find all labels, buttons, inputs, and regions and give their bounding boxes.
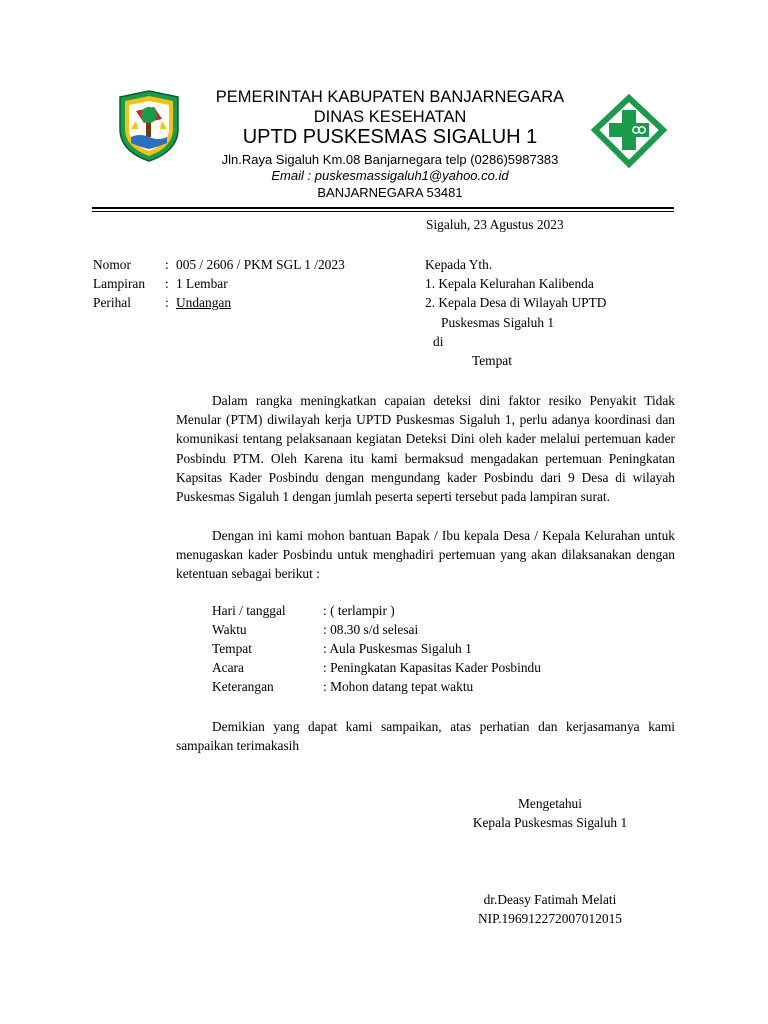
letterhead-department: DINAS KESEHATAN <box>313 108 467 126</box>
detail-label: Waktu <box>212 622 247 637</box>
letterhead-divider-thick <box>92 207 674 209</box>
letterhead-government: PEMERINTAH KABUPATEN BANJARNEGARA <box>215 88 565 106</box>
signature-nip: NIP.196912272007012015 <box>478 911 622 926</box>
recipient-di: di <box>433 334 444 349</box>
signature-name: dr.Deasy Fatimah Melati <box>483 892 617 907</box>
recipient-tempat: Tempat <box>472 353 512 368</box>
recipient-item-2: 2. Kepala Desa di Wilayah UPTD <box>425 295 607 310</box>
letterhead-city: BANJARNEGARA 53481 <box>317 185 463 200</box>
detail-label: Hari / tanggal <box>212 603 286 618</box>
detail-value: : Mohon datang tepat waktu <box>323 679 474 694</box>
detail-value: : Aula Puskesmas Sigaluh 1 <box>323 641 472 656</box>
recipient-item-1: 1. Kepala Kelurahan Kalibenda <box>425 276 594 291</box>
body-paragraph-1: Dalam rangka meningkatkan capaian deteksi dini faktor resiko Penyakit Tidak Menular (PTM) diwilayah kerja UPTD Puskesmas Sigaluh 1, perlu adanya koordinasi dan komunikasi tentang pelaksanaan kegiatan Deteksi Dini oleh kader melalui pertemuan kader Posbindu PTM. Oleh Karena itu kami bermaksud mengadakan pertemuan Peningkatan Kapsitas Kader Posbindu dengan mengundang kader Posbindu dari 9 Desa di wilayah Puskesmas Sigaluh 1 dengan jumlah peserta seperti tersebut pada lampiran surat. <box>176 393 675 505</box>
letterhead-email: Email : puskesmassigaluh1@yahoo.co.id <box>271 168 509 183</box>
letter-date: Sigaluh, 23 Agustus 2023 <box>426 217 564 232</box>
body-paragraph-2: Dengan ini kami mohon bantuan Bapak / Ibu kepala Desa / Kepala Kelurahan untuk menugaskan kader Posbindu untuk menghadiri pertemuan yang akan dilaksanakan dengan ketentuan sebagai berikut : <box>176 528 675 582</box>
letterhead-institution: UPTD PUSKESMAS SIGALUH 1 <box>242 126 538 148</box>
meta-value-nomor: 005 / 2606 / PKM SGL 1 /2023 <box>176 257 345 272</box>
regency-crest-icon <box>114 89 184 163</box>
detail-value: : ( terlampir ) <box>323 603 395 618</box>
detail-label: Keterangan <box>212 679 274 694</box>
signature-acknowledged: Mengetahui <box>518 796 582 811</box>
meta-label-perihal: Perihal <box>93 295 131 310</box>
letterhead-divider-thin <box>92 211 674 212</box>
recipient-item-2-cont: Puskesmas Sigaluh 1 <box>441 315 555 330</box>
meta-colon: : <box>165 276 169 291</box>
detail-value: : Peningkatan Kapasitas Kader Posbindu <box>323 660 541 675</box>
body-paragraph-closing: Demikian yang dapat kami sampaikan, atas perhatian dan kerjasamanya kami sampaikan terimakasih <box>176 719 675 754</box>
puskesmas-cross-icon <box>589 92 669 170</box>
detail-label: Tempat <box>212 641 252 656</box>
meta-colon: : <box>165 257 169 272</box>
recipient-salutation: Kepada Yth. <box>425 257 493 272</box>
letterhead-address: Jln.Raya Sigaluh Km.08 Banjarnegara telp (0286)5987383 <box>221 152 559 167</box>
detail-value: : 08.30 s/d selesai <box>323 622 419 637</box>
meta-label-nomor: Nomor <box>93 257 131 272</box>
signature-title: Kepala Puskesmas Sigaluh 1 <box>472 815 628 830</box>
meta-label-lampiran: Lampiran <box>93 276 146 291</box>
meta-value-lampiran: 1 Lembar <box>176 276 228 291</box>
meta-value-perihal: Undangan <box>176 295 232 310</box>
detail-label: Acara <box>212 660 244 675</box>
meta-colon: : <box>165 295 169 310</box>
